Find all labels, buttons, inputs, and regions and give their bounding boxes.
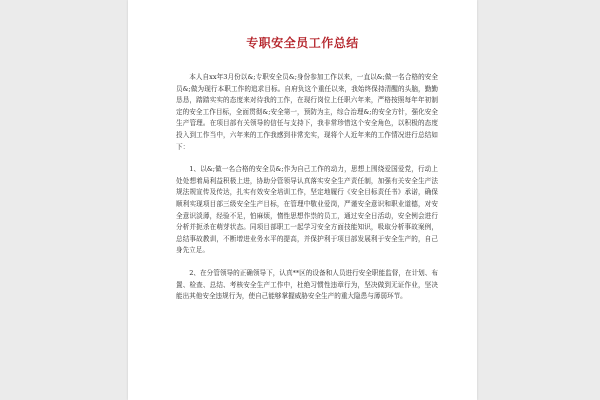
paragraph-item-1: 1、以&;做一名合格的安全员&;作为自己工作的动力，思想上围绕爱国爱党，行动上处处想着局利益积极上进，协助分管领导认真落实安全生产责任制，加强有关安全生产法规法规宣传及传达，扎实有效安全培训工作，坚定地履行《安全目标责任书》承诺，确保顺利实现项目部三级安全生产目标，在管理中敬业爱岗，严谨安全意识和职业道德，对安全意识淡薄，经验不足，怕麻烦，惰性思想作祟的员工，通过安全日活动，安全例会进行分析并扼杀在萌芽状态。同项目部职工一起学习安全方面技能知识，吸取分析事故案例，总结事故教训，不断增进业务水平的提高，并保护利于项目部发展利于安全生产的，自己身先立足。 (176, 165, 438, 255)
document-body (176, 72, 438, 303)
paragraph-spacer (176, 153, 438, 164)
document-title: 专职安全员工作总结 (246, 36, 359, 50)
paragraph-item-2: 2、在分管领导的正确领导下，认真**区的设备和人员进行安全职能监督，在计划、布置、检查、总结、考核安全生产工作中，杜绝习惯性违章行为，坚决做到无证作业，坚决能出其他安全违规行为，使自己能够掌握威胁安全生产的重大隐患与薄弱环节。 (176, 268, 438, 301)
paragraph-spacer (176, 257, 438, 268)
paragraph-intro: 本人自xx年3月份以&;专职安全员&;身份参加工作以来，一直以&;做一名合格的安全员&;做为现行本职工作的追求目标。自府负这个重任以来，我始终保持清醒的头脑，勤勤恳恳，踏踏实实的态度来对待我的工作，在现行岗位上任职六年来，严格按照每年年初制定的安全工作目标，全面贯彻&;安全第一，预防为主，综合治理&;的安全方针，强化安全生产管理。在项目部有关领导的信任与支持下，我非常珍惜这个安全角色，以积极的态度投入到工作当中，六年来的工作我感到非常充实，现将个人近年来的工作情况进行总结如下： (176, 73, 438, 151)
document-page (128, 0, 477, 400)
